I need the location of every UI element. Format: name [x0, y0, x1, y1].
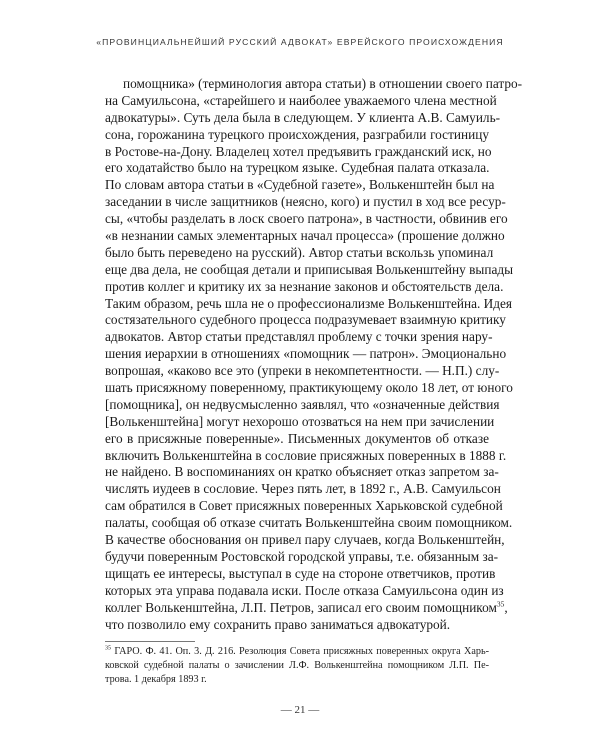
text-line: сона, горожанина турецкого происхождения, разграбили гостиницу: [105, 126, 489, 142]
footnote-ref[interactable]: 35: [496, 599, 505, 609]
text-line: Таким образом, речь шла не о профессионализме Волькенштейна. Идея: [105, 295, 513, 311]
text-line: его в присяжные поверенные». Письменных документов об отказе: [105, 430, 489, 446]
text-line: сы, «чтобы разделать в лоск своего патрона», в частности, обвинив его: [105, 211, 508, 227]
text-line: не найдено. В воспоминаниях он кратко объясняет отказ запретом за-: [105, 464, 499, 480]
text-line: включить Волькенштейна в сословие присяжных поверенных в 1888 г.: [105, 447, 507, 463]
text-line: «в незнании самых элементарных начал процесса» (прошение должно: [105, 228, 505, 244]
text-line: [помощника], он недвусмысленно заявлял, что «означенные действия: [105, 396, 500, 412]
text-line: щищать ее интересы, выступал в суде на стороне ответчиков, против: [105, 565, 496, 581]
text-line: [Волькенштейна] могут нехорошо отозваться на нем при зачислении: [105, 413, 495, 429]
text-line: числять иудеев в сословие. Через пять лет, в 1892 г., А.В. Самуильсон: [105, 481, 501, 497]
running-header: «ПРОВИНЦИАЛЬНЕЙШИЙ РУССКИЙ АДВОКАТ» ЕВРЕЙСКОГО ПРОИСХОЖДЕНИЯ: [96, 37, 504, 47]
footnotes: [105, 645, 489, 687]
footnote-line: ковской судебной палаты о зачислении Л.Ф. Волькенштейна помощником Л.П. Пе-: [105, 660, 489, 671]
text-line: которых эта управа подавала иски. После отказа Самуильсона один из: [105, 582, 504, 598]
text-line-with-footnote: [105, 599, 508, 617]
text-line: По словам автора статьи в «Судебной газете», Волькенштейн был на: [105, 177, 495, 193]
footnote-number: 35: [105, 645, 111, 652]
text-line: состязательного судебного процесса подразумевает взаимную критику: [105, 312, 506, 328]
text-line: было быть переведено на русский). Автор статьи вскользь упоминал: [105, 244, 494, 260]
text-line: адвокатуры». Суть дела была в следующем. У клиента А.В. Самуиль-: [105, 109, 501, 125]
text-line-content: коллег Волькенштейна, Л.П. Петров, записал его своим помощником: [105, 599, 497, 615]
text-line: адвокатов. Автор статьи представлял проблему с точки зрения нару-: [105, 329, 493, 345]
text-line: заседании в числе защитников (неясно, кого) и пустил в ход все ресур-: [105, 194, 506, 210]
footnote-line: трова. 1 декабря 1893 г.: [105, 674, 207, 685]
footnote-divider: [105, 641, 195, 642]
footnote-text: ГАРО. Ф. 41. Оп. 3. Д. 216. Резолюция Совета присяжных поверенных округа Харь-: [114, 646, 490, 657]
body-text: [105, 76, 523, 633]
text-line: палаты, сообщая об отказе считать Волькенштейна своим помощником.: [105, 515, 513, 531]
text-line: на Самуильсона, «старейшего и наиболее уважаемого члена местной: [105, 92, 497, 108]
text-line: шать присяжному поверенному, практикующему около 18 лет, от юного: [105, 380, 513, 396]
footnote-line: [105, 645, 489, 659]
text-line: сам обратился в Совет присяжных поверенных Харьковской судебной: [105, 498, 503, 514]
text-line: в Ростове-на-Дону. Владелец хотел предъявить гражданский иск, но: [105, 143, 492, 159]
footnote-ref-punctuation: ,: [504, 599, 508, 615]
text-line: его ходатайство было на турецком языке. Судебная палата отказала.: [105, 160, 490, 176]
text-line: что позволило ему сохранить право заниматься адвокатурой.: [105, 616, 451, 632]
text-line: шения иерархии в отношениях «помощник — патрон». Эмоционально: [105, 346, 507, 362]
text-line: вопрошая, «каково все это (упреки в некомпетентности. — Н.П.) слу-: [105, 363, 500, 379]
text-line: помощника» (терминология автора статьи) в отношении своего патро-: [123, 76, 523, 91]
text-line: еще два дела, не сообщая детали и приписывая Волькенштейну выпады: [105, 261, 514, 277]
text-line: В качестве обоснования он привел пару случаев, когда Волькенштейн,: [105, 532, 505, 548]
text-line: против коллег и критику их за незнание законов и обстоятельств дела.: [105, 278, 504, 294]
text-line: будучи поверенным Ростовской городской управы, т.е. обязанным за-: [105, 548, 499, 564]
page-number: — 21 —: [280, 704, 320, 716]
